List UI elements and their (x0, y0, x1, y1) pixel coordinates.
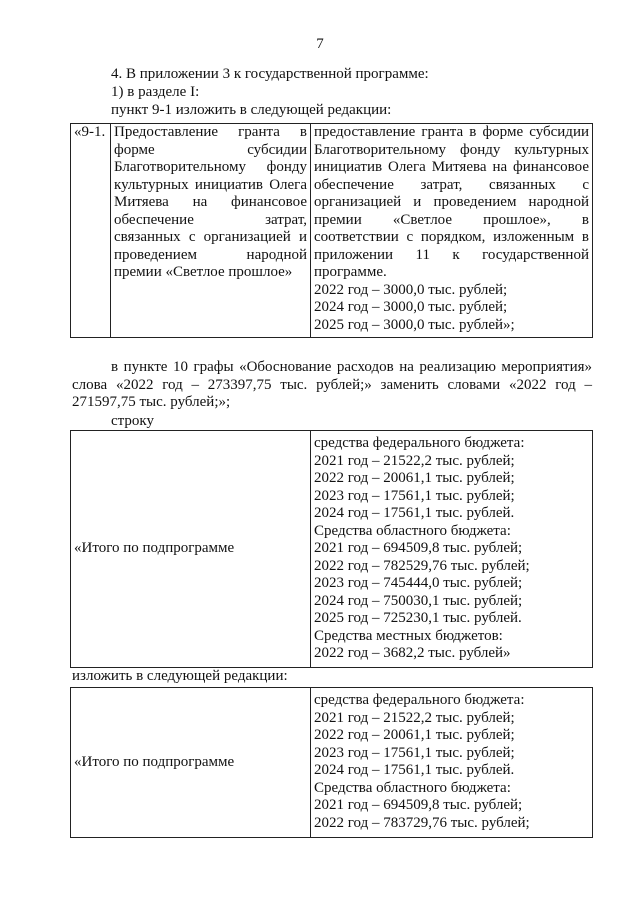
funding-line: 2022 год – 3000,0 тыс. рублей; (314, 281, 508, 298)
budget-line: 2023 год – 745444,0 тыс. рублей; (314, 575, 523, 591)
intro-line-3: пункт 9-1 изложить в следующей редакции: (111, 102, 392, 118)
table-item-9-1 (70, 123, 593, 338)
table-row (71, 688, 593, 838)
page-number: 7 (316, 36, 324, 52)
item-name-cell (111, 124, 311, 338)
budget-line: средства федерального бюджета: (314, 435, 525, 451)
table-new-total (70, 687, 593, 838)
budget-line: 2023 год – 17561,1 тыс. рублей; (314, 487, 515, 504)
budget-line: 2023 год – 17561,1 тыс. рублей; (314, 744, 515, 761)
funding-line: 2025 год – 3000,0 тыс. рублей»; (314, 316, 515, 333)
total-label-cell (71, 431, 311, 668)
table-row (71, 431, 593, 668)
budget-line: Средства областного бюджета: (314, 779, 511, 796)
budget-line: Средства областного бюджета: (314, 522, 511, 539)
budget-line: 2025 год – 725230,1 тыс. рублей. (314, 610, 522, 626)
funding-line: 2024 год – 3000,0 тыс. рублей; (314, 299, 508, 315)
budget-line: средства федерального бюджета: (314, 692, 525, 708)
item-number-text: «9-1. (74, 124, 106, 140)
label-stroku: строку (111, 413, 154, 429)
total-values-cell (311, 431, 593, 668)
budget-line: 2022 год – 783729,76 тыс. рублей; (314, 814, 530, 831)
paragraph-point-10: в пункте 10 графы «Обоснование расходов на реализацию мероприятия» слова «2022 год – 273397,75 тыс. рублей;» заменить словами «2022 год – 271597,75 тыс. рублей;»; (72, 359, 592, 410)
budget-line: 2021 год – 21522,2 тыс. рублей; (314, 709, 515, 726)
budget-line: Средства местных бюджетов: (314, 627, 503, 644)
budget-line: 2024 год – 17561,1 тыс. рублей. (314, 762, 515, 778)
budget-line: 2024 год – 17561,1 тыс. рублей. (314, 505, 515, 521)
total-label-cell (71, 688, 311, 838)
budget-line: 2022 год – 20061,1 тыс. рублей; (314, 470, 515, 486)
item-description-text: предоставление гранта в форме субсидии Благотворительному фонду культурных инициатив Олега Митяева на финансовое обеспечение затрат, связанных с организацией и проведением народной премии «Светлое прошлое», в соответствии с порядком, изложенным в приложении 11 к государственной программе. (314, 124, 589, 280)
budget-line: 2021 год – 21522,2 тыс. рублей; (314, 452, 515, 469)
intro-line-1: 4. В приложении 3 к государственной программе: (111, 66, 429, 82)
total-label: «Итого по подпрограмме (74, 753, 235, 770)
budget-line: 2022 год – 782529,76 тыс. рублей; (314, 557, 530, 574)
budget-line: 2022 год – 20061,1 тыс. рублей; (314, 727, 515, 743)
budget-line: 2024 год – 750030,1 тыс. рублей; (314, 592, 523, 609)
budget-line: 2021 год – 694509,8 тыс. рублей; (314, 540, 523, 556)
item-number (71, 124, 111, 338)
total-values-cell (311, 688, 593, 838)
item-description-cell (311, 124, 593, 338)
budget-line: 2021 год – 694509,8 тыс. рублей; (314, 797, 523, 813)
budget-line: 2022 год – 3682,2 тыс. рублей» (314, 645, 511, 661)
item-name-text: Предоставление гранта в форме субсидии Благотворительному фонду культурных инициатив Олега Митяева на финансовое обеспечение затрат, связанных с организацией и проведением народной премии «Светлое прошлое» (114, 124, 307, 280)
total-label: «Итого по подпрограмме (74, 540, 235, 556)
table-old-total (70, 430, 593, 668)
intro-line-2: 1) в разделе I: (111, 84, 200, 100)
label-new-edition: изложить в следующей редакции: (72, 668, 288, 684)
table-row (71, 124, 593, 338)
